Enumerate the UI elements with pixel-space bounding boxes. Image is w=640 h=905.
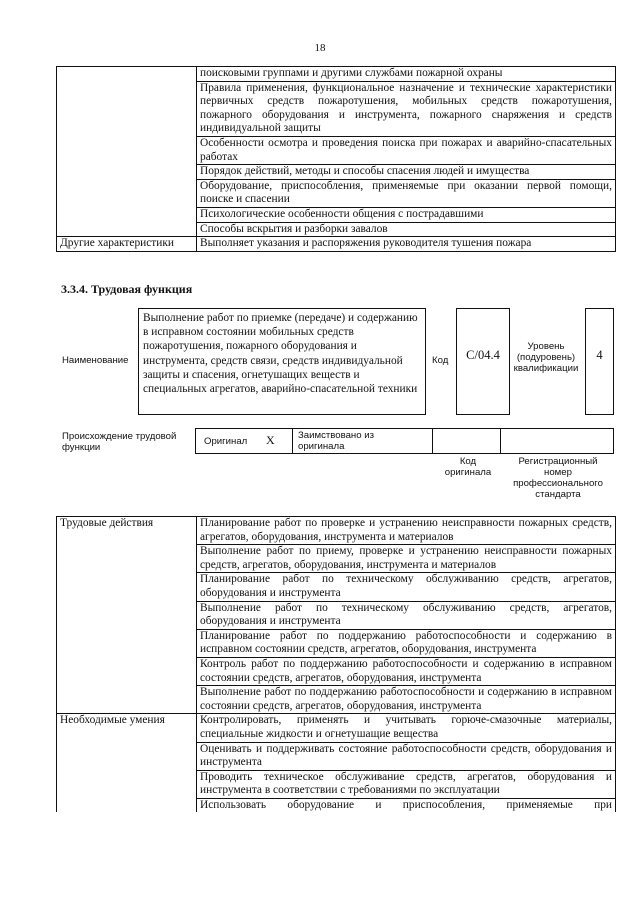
row-category: Необходимые умения bbox=[57, 714, 197, 742]
actions-table bbox=[56, 516, 616, 812]
row-category bbox=[57, 657, 197, 685]
row-category bbox=[57, 742, 197, 770]
row-text: Способы вскрытия и разборки завалов bbox=[197, 222, 616, 237]
original-mark: X bbox=[266, 433, 275, 447]
row-category bbox=[57, 136, 197, 164]
row-category bbox=[57, 67, 197, 82]
row-category: Трудовые действия bbox=[57, 517, 197, 545]
table-row bbox=[57, 179, 616, 207]
row-text: Выполнение работ по техническому обслуживанию средств, агрегатов, оборудования и инструмента bbox=[197, 601, 616, 629]
table-row bbox=[57, 222, 616, 237]
table-row bbox=[57, 770, 616, 798]
row-category bbox=[57, 207, 197, 222]
table-row bbox=[57, 165, 616, 180]
row-text: Выполняет указания и распоряжения руководителя тушения пожара bbox=[197, 237, 616, 252]
code-label: Код bbox=[432, 355, 449, 366]
table-row bbox=[57, 686, 616, 714]
row-category bbox=[57, 179, 197, 207]
table-row bbox=[57, 136, 616, 164]
row-text: Планирование работ по поддержанию работоспособности и содержанию в исправном состоянии средств, агрегатов, оборудования, инструмента bbox=[197, 629, 616, 657]
row-category: Другие характеристики bbox=[57, 237, 197, 252]
table-row bbox=[57, 67, 616, 82]
row-text: Контролировать, применять и учитывать горюче-смазочные материалы, специальные жидкости и огнетушащие вещества bbox=[197, 714, 616, 742]
row-category bbox=[57, 770, 197, 798]
reg-number-label: Регистрационный номер профессионального стандарта bbox=[513, 456, 603, 500]
row-text: Использовать оборудование и приспособления, применяемые при bbox=[197, 798, 616, 812]
name-value-box bbox=[138, 308, 426, 415]
table-row bbox=[57, 207, 616, 222]
origin-divider-3 bbox=[500, 429, 501, 453]
table-row bbox=[57, 545, 616, 573]
row-text: Порядок действий, методы и способы спасения людей и имущества bbox=[197, 165, 616, 180]
row-category bbox=[57, 629, 197, 657]
row-text: Психологические особенности общения с пострадавшими bbox=[197, 207, 616, 222]
origin-grid bbox=[195, 428, 614, 454]
function-name: Выполнение работ по приемке (передаче) и содержанию в исправном состоянии мобильных средств пожаротушения, пожарного оборудования и инструмента, средств связи, средств индивидуальной защиты и спасения, огнетушащих веществ и специальных агрегатов, аварийно-спасательной техники bbox=[143, 312, 418, 396]
origin-label: Происхождение трудовой функции bbox=[62, 431, 177, 453]
row-category bbox=[57, 545, 197, 573]
row-text: Оборудование, приспособления, применяемые при оказании первой помощи, поиске и спасении bbox=[197, 179, 616, 207]
row-text: Контроль работ по поддержанию работоспособности и содержанию в исправном состоянии средств, агрегатов, оборудования, инструмента bbox=[197, 657, 616, 685]
level-value: 4 bbox=[596, 348, 603, 362]
table-row bbox=[57, 742, 616, 770]
row-category bbox=[57, 798, 197, 812]
actions-table-body bbox=[57, 517, 616, 813]
level-label: Уровень (подуровень) квалификации bbox=[513, 341, 579, 374]
row-category bbox=[57, 686, 197, 714]
row-category bbox=[57, 573, 197, 601]
table-row bbox=[57, 714, 616, 742]
knowledge-table-body bbox=[57, 67, 616, 252]
page-number: 18 bbox=[314, 42, 326, 54]
row-text: поисковыми группами и другими службами пожарной охраны bbox=[197, 67, 616, 82]
row-category bbox=[57, 165, 197, 180]
borrowed-label: Заимствовано из оригинала bbox=[298, 430, 374, 452]
section-heading: 3.3.4. Трудовая функция bbox=[61, 282, 193, 296]
row-text: Выполнение работ по поддержанию работоспособности и содержанию в исправном состоянии средств, агрегатов, оборудования, инструмента bbox=[197, 686, 616, 714]
row-text: Проводить техническое обслуживание средств, агрегатов, оборудования и инструмента в соответствии с требованиями по эксплуатации bbox=[197, 770, 616, 798]
code-value: С/04.4 bbox=[466, 348, 500, 362]
table-row bbox=[57, 629, 616, 657]
table-row bbox=[57, 517, 616, 545]
original-label: Оригинал bbox=[204, 436, 248, 447]
origin-divider-1 bbox=[292, 429, 293, 453]
table-row bbox=[57, 798, 616, 812]
origin-divider-2 bbox=[432, 429, 433, 453]
origin-code-label: Код оригинала bbox=[444, 456, 492, 478]
name-label: Наименование bbox=[62, 355, 129, 366]
row-category bbox=[57, 222, 197, 237]
table-row bbox=[57, 237, 616, 252]
row-text: Планирование работ по проверке и устранению неисправности пожарных средств, агрегатов, оборудования, инструмента и материалов bbox=[197, 517, 616, 545]
row-text: Планирование работ по техническому обслуживанию средств, агрегатов, оборудования и инструмента bbox=[197, 573, 616, 601]
code-value-box bbox=[456, 308, 510, 415]
row-category bbox=[57, 81, 197, 136]
row-text: Оценивать и поддерживать состояние работоспособности средств, оборудования и инструмента bbox=[197, 742, 616, 770]
table-row bbox=[57, 601, 616, 629]
row-category bbox=[57, 601, 197, 629]
row-text: Особенности осмотра и проведения поиска при пожарах и аварийно-спасательных работах bbox=[197, 136, 616, 164]
row-text: Выполнение работ по приему, проверке и устранению неисправности пожарных средств, агрегатов, оборудования, инструмента и материалов bbox=[197, 545, 616, 573]
level-value-box bbox=[585, 308, 614, 415]
table-row bbox=[57, 573, 616, 601]
table-row bbox=[57, 657, 616, 685]
knowledge-table bbox=[56, 66, 616, 252]
row-text: Правила применения, функциональное назначение и технические характеристики первичных средств пожаротушения, мобильных средств пожаротушения, пожарного оборудования и инструмента, пожарного снаряжения и средств индивидуальной защиты bbox=[197, 81, 616, 136]
table-row bbox=[57, 81, 616, 136]
